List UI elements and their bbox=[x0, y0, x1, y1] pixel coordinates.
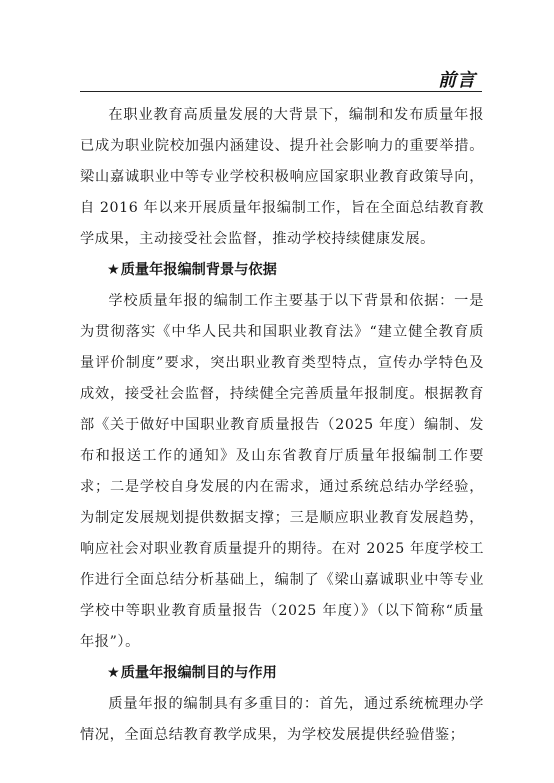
intro-paragraph: 在职业教育高质量发展的大背景下，编制和发布质量年报已成为职业院校加强内涵建设、提升社会影响力的重要举措。梁山嘉诚职业中等专业学校积极响应国家职业教育政策导向，自 2016 年以来开展质量年报编制工作，旨在全面总结教育教学成果，主动接受社会监督，推动学校持续健康发展。 bbox=[80, 107, 484, 247]
section-heading-text: 质量年报编制目的与作用 bbox=[120, 665, 277, 681]
section-heading-background bbox=[80, 255, 484, 286]
header-divider bbox=[80, 91, 482, 92]
star-icon: ★ bbox=[106, 665, 120, 681]
star-icon: ★ bbox=[106, 262, 120, 278]
section-heading-text: 质量年报编制背景与依据 bbox=[120, 262, 277, 278]
document-body bbox=[80, 100, 484, 751]
page-header-title: 前言 bbox=[438, 70, 476, 91]
section-heading-purpose bbox=[80, 658, 484, 689]
purpose-paragraph: 质量年报的编制具有多重目的：首先，通过系统梳理办学情况，全面总结教育教学成果，为学校发展提供经验借鉴； bbox=[80, 696, 484, 743]
background-paragraph: 学校质量年报的编制工作主要基于以下背景和依据：一是为贯彻落实《中华人民共和国职业教育法》“建立健全教育质量评价制度”要求，突出职业教育类型特点，宣传办学特色及成效，接受社会监督，持续健全完善质量年报制度。根据教育部《关于做好中国职业教育质量报告（2025 年度）编制、发布和报送工作的通知》及山东省教育厅质量年报编制工作要求；二是学校自身发展的内在需求，通过系统总结办学经验，为制定发展规划提供数据支撑；三是顺应职业教育发展趋势，响应社会对职业教育质量提升的期待。在对 2025 年度学校工作进行全面总结分析基础上，编制了《梁山嘉诚职业中等专业学校中等职业教育质量报告（2025 年度）》（以下简称“质量年报”）。 bbox=[80, 293, 484, 650]
